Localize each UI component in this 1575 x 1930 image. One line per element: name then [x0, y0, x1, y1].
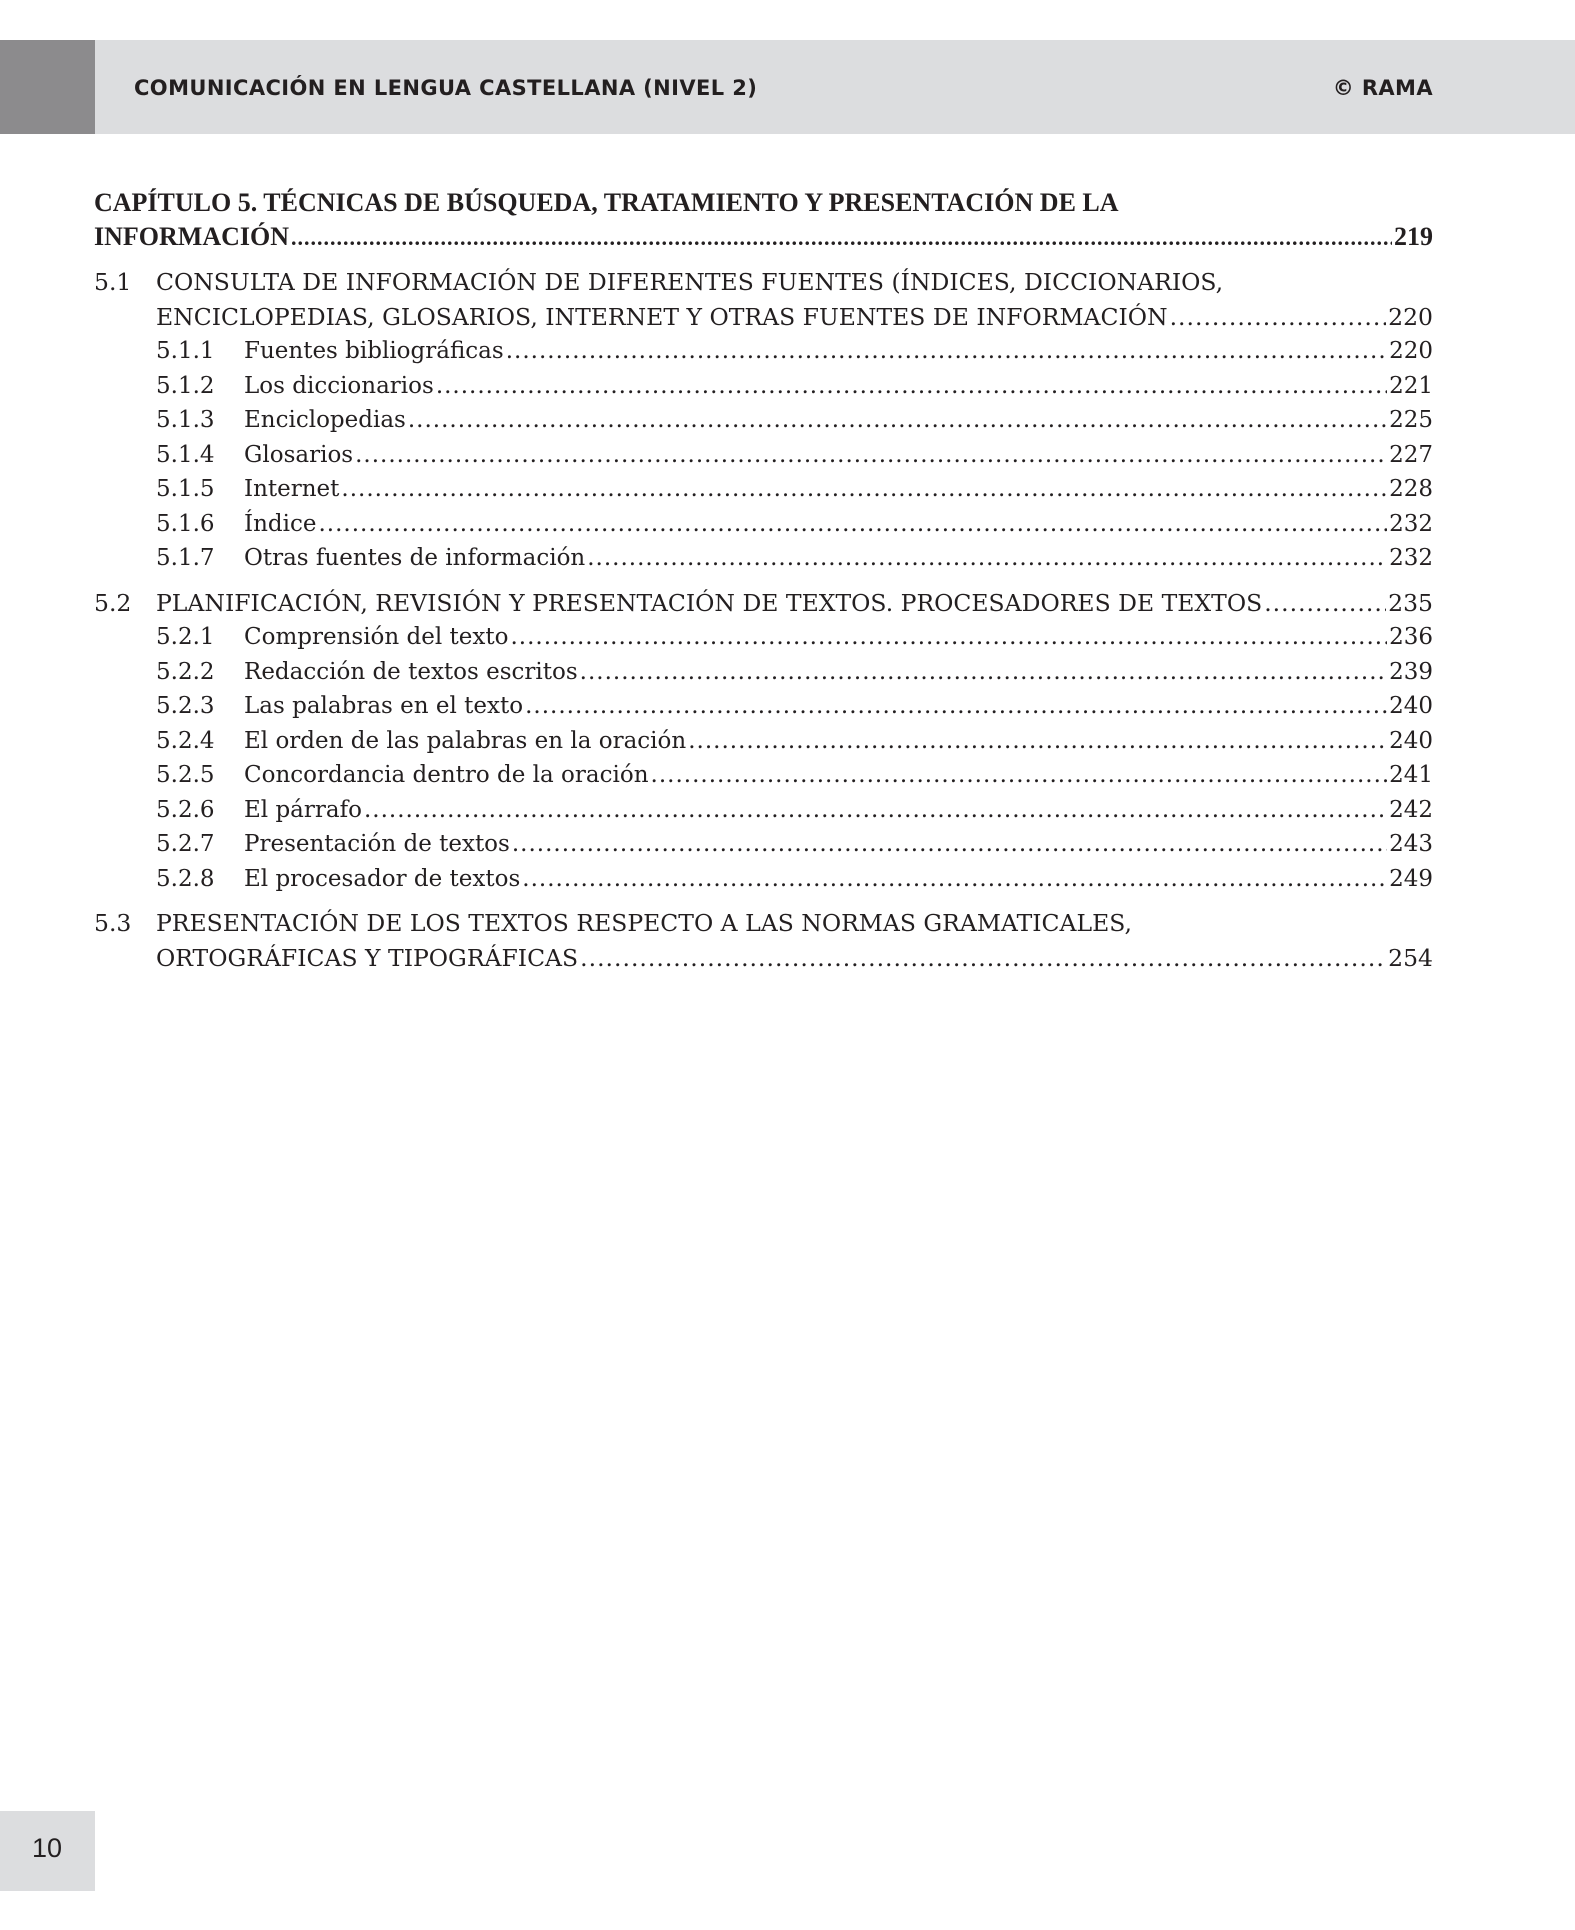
running-header — [0, 40, 1575, 134]
subsection-page: 240 — [1389, 727, 1433, 754]
subsection-page: 249 — [1389, 865, 1433, 892]
section-number: 5.1 — [94, 268, 132, 296]
page-number: 10 — [32, 1833, 63, 1863]
subsection-title: El párrafo — [244, 796, 362, 823]
subsection-title: Otras fuentes de información — [244, 545, 586, 571]
dot-leader — [512, 827, 1387, 862]
subsection-title: Presentación de textos — [244, 831, 510, 857]
subsection-title: Comprensión del texto — [244, 624, 509, 650]
chapter-page: 219 — [1394, 222, 1433, 251]
subsection-number: 5.1.5 — [156, 476, 215, 502]
subsection-title: El procesador de textos — [244, 865, 521, 892]
subsection-page: 239 — [1389, 658, 1433, 685]
section-entry — [94, 586, 1433, 897]
dot-leader — [341, 472, 1387, 507]
subsection-page: 236 — [1389, 624, 1433, 650]
subsection-number: 5.2.4 — [156, 727, 215, 754]
chapter-entry — [94, 186, 1433, 255]
table-of-contents — [94, 186, 1433, 985]
subsection-number: 5.2.8 — [156, 865, 215, 892]
dot-leader — [1264, 586, 1386, 621]
subsection-number: 5.1.4 — [156, 441, 215, 468]
dot-leader — [525, 689, 1387, 724]
subsection-title: Índice — [244, 510, 317, 537]
dot-leader — [355, 438, 1387, 473]
dot-leader — [364, 793, 1387, 828]
section-number: 5.2 — [94, 588, 132, 617]
subsection-number: 5.1.6 — [156, 510, 215, 537]
section-title: PLANIFICACIÓN, REVISIÓN Y PRESENTACIÓN DE TEXTOS. PROCESADORES DE TEXTOS — [156, 588, 1263, 617]
subsection-number: 5.2.6 — [156, 796, 215, 823]
subsection-page: 243 — [1389, 831, 1433, 857]
subsection-title: El orden de las palabras en la oración — [244, 727, 687, 754]
subsection-entry — [94, 724, 1433, 759]
subsection-entry — [94, 827, 1433, 862]
subsection-page: 225 — [1389, 407, 1433, 433]
section-title-line2 — [156, 300, 1433, 335]
section-entry — [94, 265, 1433, 576]
subsection-title: Redacción de textos escritos — [244, 658, 578, 685]
section-title-line1: CONSULTA DE INFORMACIÓN DE DIFERENTES FUENTES (ÍNDICES, DICCIONARIOS, — [156, 268, 1224, 296]
subsection-title: Las palabras en el texto — [244, 693, 524, 719]
dot-leader — [408, 403, 1387, 438]
subsection-entry — [94, 758, 1433, 793]
dot-leader — [318, 507, 1387, 542]
subsection-title: Fuentes bibliográficas — [244, 338, 504, 364]
subsection-entry — [94, 620, 1433, 655]
section-title-end: ENCICLOPEDIAS, GLOSARIOS, INTERNET Y OTRAS FUENTES DE INFORMACIÓN — [156, 302, 1168, 331]
subsection-title: Enciclopedias — [244, 407, 406, 433]
subsection-entry — [94, 369, 1433, 404]
subsection-title: Internet — [244, 476, 340, 502]
subsection-entry — [94, 541, 1433, 576]
dot-leader — [688, 724, 1387, 759]
dot-leader — [580, 655, 1387, 690]
subsection-number: 5.2.5 — [156, 762, 215, 788]
page-number-box — [0, 1811, 95, 1891]
subsection-entry — [94, 793, 1433, 828]
subsection-page: 242 — [1389, 796, 1433, 823]
subsection-page: 221 — [1389, 372, 1433, 399]
dot-leader — [580, 941, 1386, 976]
header-book-title: COMUNICACIÓN EN LENGUA CASTELLANA (NIVEL 2) — [134, 76, 758, 100]
dot-leader — [510, 620, 1387, 655]
subsection-title: Los diccionarios — [244, 372, 434, 399]
header-tab-block — [0, 40, 95, 134]
section-title-line1: PRESENTACIÓN DE LOS TEXTOS RESPECTO A LAS NORMAS GRAMATICALES, — [156, 909, 1132, 937]
section-page: 220 — [1388, 302, 1433, 331]
dot-leader — [522, 862, 1387, 897]
subsection-entry — [94, 655, 1433, 690]
subsection-entry — [94, 472, 1433, 507]
subsection-title: Concordancia dentro de la oración — [244, 762, 649, 788]
subsection-entry — [94, 403, 1433, 438]
subsection-entry — [94, 689, 1433, 724]
subsection-title: Glosarios — [244, 441, 354, 468]
subsection-number: 5.1.3 — [156, 407, 215, 433]
subsection-page: 232 — [1389, 545, 1433, 571]
subsection-page: 240 — [1389, 693, 1433, 719]
dot-leader — [436, 369, 1387, 404]
subsection-entry — [94, 862, 1433, 897]
section-page: 254 — [1388, 943, 1433, 972]
dot-leader — [291, 220, 1392, 255]
subsection-page: 228 — [1389, 476, 1433, 502]
section-entry — [94, 906, 1433, 975]
dot-leader — [587, 541, 1387, 576]
subsection-number: 5.2.7 — [156, 831, 215, 857]
subsection-number: 5.2.1 — [156, 624, 215, 650]
subsection-number: 5.2.2 — [156, 658, 215, 685]
subsection-page: 227 — [1389, 441, 1433, 468]
section-number: 5.3 — [94, 909, 132, 937]
dot-leader — [506, 334, 1387, 369]
subsection-page: 220 — [1389, 338, 1433, 364]
subsection-number: 5.2.3 — [156, 693, 215, 719]
chapter-title-line2 — [94, 220, 1433, 255]
dot-leader — [1170, 300, 1387, 335]
header-publisher: © RAMA — [1332, 76, 1433, 100]
subsection-entry — [94, 438, 1433, 473]
subsection-entry — [94, 334, 1433, 369]
chapter-title-line1: CAPÍTULO 5. TÉCNICAS DE BÚSQUEDA, TRATAMIENTO Y PRESENTACIÓN DE LA — [94, 188, 1119, 217]
subsection-number: 5.1.2 — [156, 372, 215, 399]
section-title-line2 — [156, 941, 1433, 976]
subsection-entry — [94, 507, 1433, 542]
subsection-page: 232 — [1389, 510, 1433, 537]
section-title-line — [156, 586, 1433, 621]
subsection-page: 241 — [1389, 762, 1433, 788]
subsection-number: 5.1.1 — [156, 338, 215, 364]
chapter-title-end: INFORMACIÓN — [94, 222, 289, 251]
subsection-number: 5.1.7 — [156, 545, 215, 571]
dot-leader — [651, 758, 1388, 793]
section-title-end: ORTOGRÁFICAS Y TIPOGRÁFICAS — [156, 943, 579, 972]
section-page: 235 — [1388, 588, 1433, 617]
